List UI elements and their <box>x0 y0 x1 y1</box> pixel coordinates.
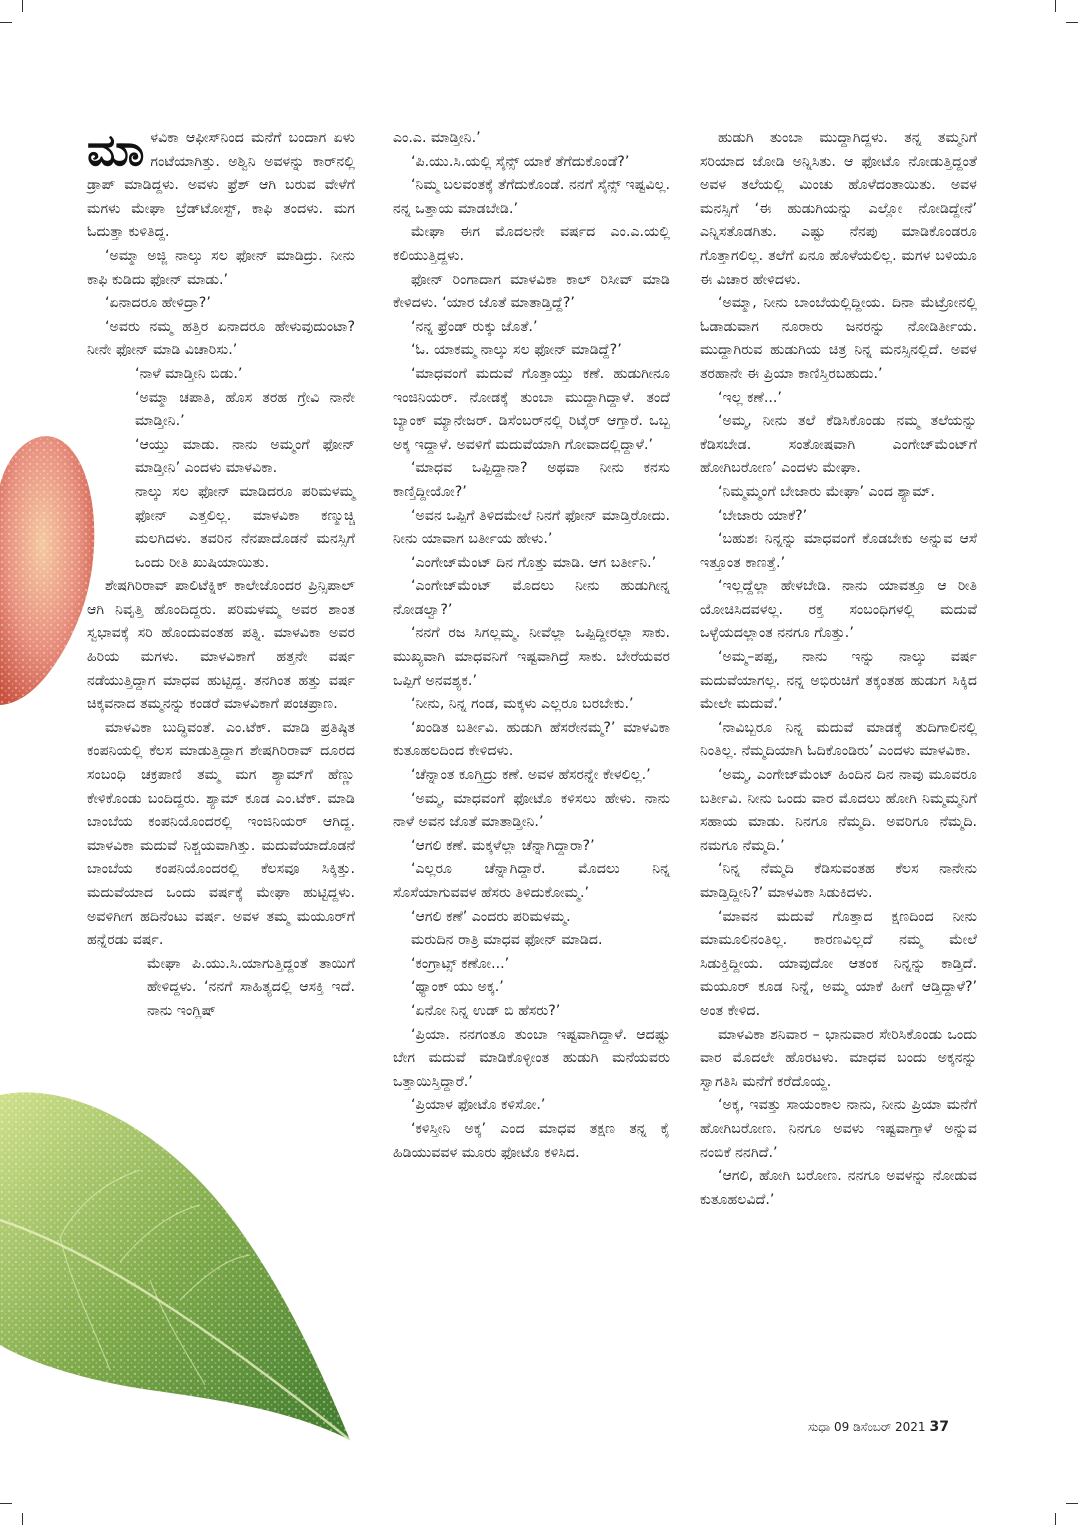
article-paragraph: ‘ಎಂಗೇಜ್‌ಮೆಂಟ್ ಮೊದಲು ನೀನು ಹುಡುಗೀನ್ನ ನೋಡಲ್ವಾ?’ <box>393 578 670 618</box>
article-paragraph: ‘ಅವರು ನಮ್ಮ ಹತ್ತಿರ ಏನಾದರೂ ಹೇಳುವುದುಂಟಾ? ನೀನೇ ಫೋನ್ ಮಾಡಿ ವಿಚಾರಿಸು.’ <box>87 318 355 359</box>
article-paragraph: ‘ಅಮ್ಮ, ಮಾಧವಂಗೆ ಫೋಟೊ ಕಳಿಸಲು ಹೇಳು. ನಾನು ನಾಳೆ ಅವನ ಜೊತೆ ಮಾತಾಡ್ತೀನಿ.’ <box>393 790 670 831</box>
article-paragraph: ‘ಇಲ್ಲದ್ದೆಲ್ಲಾ ಹೇಳಬೇಡಿ. ನಾನು ಯಾವತ್ತೂ ಆ ರೀತಿ ಯೋಚಿಸಿದವಳಲ್ಲ. ರಕ್ತ ಸಂಬಂಧಿಗಳಲ್ಲಿ ಮದುವೆ ಒಳ್ಳೆಯದಲ್ಲಾಂತ ನನಗೂ ಗೊತ್ತು.’ <box>700 578 977 642</box>
article-paragraph: ‘ನಿಮ್ಮ ಬಲವಂತಕ್ಕೆ ತೆಗೆದುಕೊಂಡೆ. ನನಗೆ ಸೈನ್ಸ್ ಇಷ್ಟವಿಲ್ಲ. ನನ್ನ ಒತ್ತಾಯ ಮಾಡಬೇಡಿ.’ <box>393 177 670 217</box>
article-paragraph: ‘ನನ್ನ ಫ್ರೆಂಡ್ ರುಕ್ಕು ಜೊತೆ.’ <box>411 318 538 335</box>
article-column-2 <box>393 127 670 1165</box>
article-paragraph: ‘ಅಮ್ಮ–ಪಪ್ಪ, ನಾನು ಇನ್ನು ನಾಲ್ಕು ವರ್ಷ ಮದುವೆಯಾಗಲ್ಲ. ನನ್ನ ಅಭಿರುಚಿಗೆ ತಕ್ಕಂತಹ ಹುಡುಗ ಸಿಕ್ಕಿದ ಮೇಲೇ ಮದುವೆ.’ <box>700 649 977 713</box>
page-number: 37 <box>929 1419 950 1435</box>
page-footer <box>808 1419 949 1435</box>
article-paragraph: ಎಂ.ಎ. ಮಾಡ್ತೀನಿ.’ <box>393 130 481 146</box>
article-paragraph: ಶೇಷಗಿರಿರಾವ್ ಪಾಲಿಟೆಕ್ನಿಕ್ ಕಾಲೇಜೊಂದರ ಪ್ರಿನ್ಸಿಪಾಲ್ ಆಗಿ ನಿವೃತ್ತಿ ಹೊಂದಿದ್ದರು. ಪರಿಮಳಮ್ಮ ಅವರ ಶಾಂತ ಸ್ವಭಾವಕ್ಕೆ ಸರಿ ಹೊಂದುವಂತಹ ಪತ್ನಿ. ಮಾಳವಿಕಾ ಅವರ ಹಿರಿಯ ಮಗಳು. ಮಾಳವಿಕಾಗೆ ಹತ್ತನೇ ವರ್ಷ ನಡೆಯುತ್ತಿದ್ದಾಗ ಮಾಧವ ಹುಟ್ಟಿದ್ದ. ತನಗಿಂತ ಹತ್ತು ವರ್ಷ ಚಿಕ್ಕವನಾದ ತಮ್ಮನನ್ನು ಕಂಡರೆ ಮಾಳವಿಕಾಗೆ ಪಂಚಪ್ರಾಣ. <box>87 578 355 713</box>
article-paragraph: ‘ಅಮ್ಮಾ ಅಜ್ಜಿ ನಾಲ್ಕು ಸಲ ಫೋನ್ ಮಾಡಿದ್ರು. ನೀನು ಕಾಫಿ ಕುಡಿದು ಫೋನ್ ಮಾಡು.’ <box>87 247 355 288</box>
article-paragraph: ‘ಆಗಲಿ ಕಣೆ. ಮಕ್ಕಳೆಲ್ಲಾ ಚೆನ್ನಾಗಿದ್ದಾರಾ?’ <box>411 837 595 854</box>
article-paragraph: ‘ಕಂಗ್ರಾಟ್ಸ್ ಕಣೋ...’ <box>411 955 510 972</box>
article-paragraph: ‘ಅಮ್ಮಾ, ನೀನು ಬಾಂಬೆಯಲ್ಲಿದ್ದೀಯ. ದಿನಾ ಮೆಟ್ರೋನಲ್ಲಿ ಓಡಾಡುವಾಗ ನೂರಾರು ಜನರನ್ನು ನೋಡಿರ್ತೀಯ. ಮುದ್ದಾಗಿರುವ ಹುಡುಗಿಯ ಚಿತ್ರ ನಿನ್ನ ಮನಸ್ಸಿನಲ್ಲಿದೆ. ಅವಳ ತರಹಾನೇ ಈ ಪ್ರಿಯಾ ಕಾಣಿಸ್ತಿರಬಹುದು.’ <box>700 295 977 382</box>
article-paragraph: ‘ಅಕ್ಕ, ಇವತ್ತು ಸಾಯಂಕಾಲ ನಾನು, ನೀನು ಪ್ರಿಯಾ ಮನೆಗೆ ಹೋಗಿಬರೋಣ. ನಿನಗೂ ಅವಳು ಇಷ್ಟವಾಗ್ತಾಳೆ ಅನ್ನುವ ನಂಬಿಕೆ ನನಗಿದೆ.’ <box>700 1097 977 1161</box>
article-paragraph: ‘ಏನೋ ನಿನ್ನ ಉಡ್ ಬಿ ಹೆಸರು?’ <box>411 1002 561 1019</box>
article-paragraph: ‘ಕಳಿಸ್ತೀನಿ ಅಕ್ಕ’ ಎಂದ ಮಾಧವ ತಕ್ಷಣ ತನ್ನ ಕೈ ಹಿಡಿಯುವವಳ ಮೂರು ಫೋಟೊ ಕಳಿಸಿದ. <box>393 1120 670 1161</box>
article-paragraph: ‘ಮಾಧವ ಒಪ್ಪಿದ್ದಾನಾ? ಅಥವಾ ನೀನು ಕನಸು ಕಾಣ್ತಿದ್ದೀಯೋ?’ <box>393 460 670 500</box>
article-paragraph: ನಾಲ್ಕು ಸಲ ಫೋನ್ ಮಾಡಿದರೂ ಪರಿಮಳಮ್ಮ ಫೋನ್ ಎತ್ತಲಿಲ್ಲ. ಮಾಳವಿಕಾ ಕಣ್ಮುಚ್ಚಿ ಮಲಗಿದಳು. ತವರಿನ ನೆನಪಾದೊಡನೆ ಮನಸ್ಸಿಗೆ ಒಂದು ರೀತಿ ಖುಷಿಯಾಯಿತು. <box>135 483 355 571</box>
crop-mark-right-upper <box>1066 22 1078 23</box>
crop-mark-bottom-right <box>1055 1513 1056 1525</box>
article-paragraph: ‘ಖಂಡಿತ ಬರ್ತೀವಿ. ಹುಡುಗಿ ಹೆಸರೇನಮ್ಮ?’ ಮಾಳವಿಕಾ ಕುತೂಹಲದಿಂದ ಕೇಳಿದಳು. <box>393 719 670 760</box>
article-paragraph: ‘ನನಗೆ ರಜ ಸಿಗಲ್ಲಮ್ಮ. ನೀವೆಲ್ಲಾ ಒಪ್ಪಿದ್ದೀರಲ್ಲಾ ಸಾಕು. ಮುಖ್ಯವಾಗಿ ಮಾಧವನಿಗೆ ಇಷ್ಟವಾಗಿದ್ರೆ ಸಾಕು. ಬೇರೆಯವರ ಒಪ್ಪಿಗೆ ಅನವಶ್ಯಕ.’ <box>393 625 670 689</box>
article-paragraph: ‘ಅವನ ಒಪ್ಪಿಗೆ ತಿಳಿದಮೇಲೆ ನಿನಗೆ ಫೋನ್ ಮಾಡ್ತಿರೋದು. ನೀನು ಯಾವಾಗ ಬರ್ತೀಯ ಹೇಳು.’ <box>393 507 670 548</box>
article-paragraph: ‘ನಿನ್ನ ನೆಮ್ಮದಿ ಕೆಡಿಸುವಂತಹ ಕೆಲಸ ನಾನೇನು ಮಾಡ್ತಿದ್ದೀನಿ?’ ಮಾಳವಿಕಾ ಸಿಡುಕಿದಳು. <box>700 861 977 901</box>
article-paragraph: ಮೇಘಾ ಪಿ.ಯು.ಸಿ.ಯಾಗುತ್ತಿದ್ದಂತೆ ತಾಯಿಗೆ ಹೇಳಿದ್ದಳು. ‘ನನಗೆ ಸಾಹಿತ್ಯದಲ್ಲಿ ಆಸಕ್ತಿ ಇದೆ. ನಾನು ಇಂಗ್ಲಿಷ್ <box>147 955 355 1019</box>
article-paragraph: ‘ಮಾಧವಂಗೆ ಮದುವೆ ಗೊತ್ತಾಯ್ತು ಕಣೆ. ಹುಡುಗೀನೂ ಇಂಜಿನಿಯರ್. ನೋಡಕ್ಕೆ ತುಂಬಾ ಮುದ್ದಾಗಿದ್ದಾಳೆ. ತಂದೆ ಬ್ಯಾಂಕ್ ಮ್ಯಾನೇಜರ್. ಡಿಸೆಂಬರ್‌ನಲ್ಲಿ ರಿಟೈರ್ ಆಗ್ತಾರೆ. ಒಬ್ಬ ಅಕ್ಕ ಇದ್ದಾಳೆ. ಅವಳಿಗೆ ಮದುವೆಯಾಗಿ ಗೋವಾದಲ್ಲಿದ್ದಾಳೆ.’ <box>393 365 670 453</box>
crop-mark-top-right <box>1055 0 1056 12</box>
article-paragraph: ‘ಎಂಗೇಜ್‌ಮೆಂಟ್ ದಿನ ಗೊತ್ತು ಮಾಡಿ. ಆಗ ಬರ್ತೀನಿ.’ <box>411 554 657 571</box>
article-paragraph: ‘ಅಮ್ಮಾ ಚಪಾತಿ, ಹೊಸ ತರಹ ಗ್ರೇವಿ ನಾನೇ ಮಾಡ್ತೀನಿ.’ <box>135 389 355 430</box>
article-paragraph: ಹುಡುಗಿ ತುಂಬಾ ಮುದ್ದಾಗಿದ್ದಳು. ತನ್ನ ತಮ್ಮನಿಗೆ ಸರಿಯಾದ ಜೋಡಿ ಅನ್ನಿಸಿತು. ಆ ಫೋಟೊ ನೋಡುತ್ತಿದ್ದಂತೆ ಅವಳ ತಲೆಯಲ್ಲಿ ಮಿಂಚು ಹೊಳೆದಂತಾಯಿತು. ಅವಳ ಮನಸ್ಸಿಗೆ ‘ಈ ಹುಡುಗಿಯನ್ನು ಎಲ್ಲೋ ನೋಡಿದ್ದೇನೆ’ ಎನ್ನಿಸತೊಡಗಿತು. ಎಷ್ಟು ನೆನಪು ಮಾಡಿಕೊಂಡರೂ ಗೊತ್ತಾಗಲಿಲ್ಲ. ತಲೆಗೆ ಏನೂ ಹೊಳೆಯಲಿಲ್ಲ. ಮಗಳ ಬಳಿಯೂ ಈ ವಿಚಾರ ಹೇಳಿದಳು. <box>700 130 977 288</box>
crop-mark-right-lower <box>1066 1503 1078 1504</box>
article-paragraph: ‘ನಿಮ್ಮಮ್ಮಂಗೆ ಬೇಜಾರು ಮೇಘಾ’ ಎಂದ ಶ್ಯಾಮ್. <box>718 483 935 500</box>
article-paragraph: ಮಾಳವಿಕಾ ಬುದ್ಧಿವಂತೆ. ಎಂ.ಟೆಕ್. ಮಾಡಿ ಪ್ರತಿಷ್ಠಿತ ಕಂಪನಿಯಲ್ಲಿ ಕೆಲಸ ಮಾಡುತ್ತಿದ್ದಾಗ ಶೇಷಗಿರಿರಾವ್ ದೂರದ ಸಂಬಂಧಿ ಚಕ್ರಪಾಣಿ ತಮ್ಮ ಮಗ ಶ್ಯಾಮ್‌ಗೆ ಹೆಣ್ಣು ಕೇಳಿಕೊಂಡು ಬಂದಿದ್ದರು. ಶ್ಯಾಮ್ ಕೂಡ ಎಂ.ಟೆಕ್. ಮಾಡಿ ಬಾಂಬೆಯ ಕಂಪನಿಯೊಂದರಲ್ಲಿ ಇಂಜಿನಿಯರ್ ಆಗಿದ್ದ. ಮಾಳವಿಕಾ ಮದುವೆ ನಿಶ್ಚಯವಾಗಿತ್ತು. ಮದುವೆಯಾದೊಡನೆ ಬಾಂಬೆಯ ಕಂಪನಿಯೊಂದರಲ್ಲಿ ಕೆಲಸವೂ ಸಿಕ್ಕಿತ್ತು. ಮದುವೆಯಾದ ಒಂದು ವರ್ಷಕ್ಕೆ ಮೇಘಾ ಹುಟ್ಟಿದ್ದಳು. ಅವಳಿಗೀಗ ಹದಿನೆಂಟು ವರ್ಷ. ಅವಳ ತಮ್ಮ ಮಯೂರ್‌ಗೆ ಹನ್ನೆರಡು ವರ್ಷ. <box>87 719 355 949</box>
article-paragraph: ‘ಥ್ಯಾಂಕ್ ಯು ಅಕ್ಕ.’ <box>411 979 504 996</box>
article-paragraph: ‘ಆಗಲಿ ಕಣೆ’ ಎಂದರು ಪರಿಮಳಮ್ಮ. <box>411 908 571 925</box>
article-paragraph: ‘ಆಯ್ತು ಮಾಡು. ನಾನು ಅಮ್ಮಂಗೆ ಫೋನ್ ಮಾಡ್ತೀನಿ’ ಎಂದಳು ಮಾಳವಿಕಾ. <box>135 436 355 477</box>
article-paragraph: ‘ಎಲ್ಲರೂ ಚೆನ್ನಾಗಿದ್ದಾರೆ. ಮೊದಲು ನಿನ್ನ ಸೊಸೆಯಾಗುವವಳ ಹೆಸರು ತಿಳಿದುಕೋಮ್ಮ.’ <box>393 861 670 901</box>
article-paragraph: ಮೇಘಾ ಈಗ ಮೊದಲನೇ ವರ್ಷದ ಎಂ.ಎ.ಯಲ್ಲಿ ಕಲಿಯುತ್ತಿದ್ದಳು. <box>393 224 670 264</box>
article-column-1 <box>87 127 355 1024</box>
article-paragraph: ‘ಬಹುಶಃ ನಿನ್ನನ್ನು ಮಾಧವಂಗೆ ಕೊಡಬೇಕು ಅನ್ನುವ ಆಸೆ ಇತ್ತೂಂತ ಕಾಣತ್ತೆ.’ <box>700 531 977 571</box>
article-paragraph: ‘ನಾಳೆ ಮಾಡ್ತೀನಿ ಬಿಡು.’ <box>135 365 243 382</box>
article-paragraph: ‘ಬೇಜಾರು ಯಾಕೆ?’ <box>718 507 808 524</box>
article-column-3 <box>700 127 977 1212</box>
article-paragraph: ‘ಆಗಲಿ, ಹೋಗಿ ಬರೋಣ. ನನಗೂ ಅವಳನ್ನು ನೋಡುವ ಕುತೂಹಲವಿದೆ.’ <box>700 1168 977 1208</box>
article-paragraph: ಮರುದಿನ ರಾತ್ರಿ ಮಾಧವ ಫೋನ್ ಮಾಡಿದ. <box>411 932 603 949</box>
drop-cap: ಮಾ <box>87 125 145 176</box>
article-paragraph: ‘ನಾವಿಬ್ಬರೂ ನಿನ್ನ ಮದುವೆ ಮಾಡಕ್ಕೆ ತುದಿಗಾಲಿನಲ್ಲಿ ನಿಂತಿಲ್ಲ. ನೆಮ್ಮದಿಯಾಗಿ ಓದಿಕೊಂಡಿರು’ ಎಂದಳು ಮಾಳವಿಕಾ. <box>700 719 977 760</box>
article-paragraph: ಮಾಳವಿಕಾ ಆಫೀಸ್‌ನಿಂದ ಮನೆಗೆ ಬಂದಾಗ ಏಳು ಗಂಟೆಯಾಗಿತ್ತು. ಅಶ್ವಿನಿ ಅವಳನ್ನು ಕಾರ್‌ನಲ್ಲಿ ಡ್ರಾಪ್ ಮಾಡಿದ್ದಳು. ಅವಳು ಫ್ರೆಶ್ ಆಗಿ ಬರುವ ವೇಳೆಗೆ ಮಗಳು ಮೇಘಾ ಬ್ರೆಡ್‌ಟೋಸ್ಟ್, ಕಾಫಿ ತಂದಳು. ಮಗ ಓದುತ್ತಾ ಕುಳಿತಿದ್ದ. <box>87 125 355 241</box>
article-paragraph: ‘ಅಮ್ಮ, ಎಂಗೇಜ್‌ಮೆಂಟ್ ಹಿಂದಿನ ದಿನ ನಾವು ಮೂವರೂ ಬರ್ತೀವಿ. ನೀನು ಒಂದು ವಾರ ಮೊದಲು ಹೋಗಿ ನಿಮ್ಮಮ್ಮನಿಗೆ ಸಹಾಯ ಮಾಡು. ನಿನಗೂ ನೆಮ್ಮದಿ. ಅವರಿಗೂ ನೆಮ್ಮದಿ. ನಮಗೂ ನೆಮ್ಮದಿ.’ <box>700 767 977 854</box>
article-paragraph: ‘ಅಮ್ಮ, ನೀನು ತಲೆ ಕೆಡಿಸಿಕೊಂಡು ನಮ್ಮ ತಲೆಯನ್ನು ಕೆಡಿಸಬೇಡ. ಸಂತೋಷವಾಗಿ ಎಂಗೇಜ್‌ಮೆಂಟ್‌ಗೆ ಹೋಗಿಬರೋಣ’ ಎಂದಳು ಮೇಘಾ. <box>700 413 977 477</box>
article-paragraph: ‘ಪ್ರಿಯಾ. ನನಗಂತೂ ತುಂಬಾ ಇಷ್ಟವಾಗಿದ್ದಾಳೆ. ಆದಷ್ಟು ಬೇಗ ಮದುವೆ ಮಾಡಿಕೊಳ್ಳೀಂತ ಹುಡುಗಿ ಮನೆಯವರು ಒತ್ತಾಯಿಸ್ತಿದ್ದಾರೆ.’ <box>393 1026 670 1090</box>
article-paragraph: ‘ಮಾವನ ಮದುವೆ ಗೊತ್ತಾದ ಕ್ಷಣದಿಂದ ನೀನು ಮಾಮೂಲಿನಂತಿಲ್ಲ. ಕಾರಣವಿಲ್ಲದೆ ನಮ್ಮ ಮೇಲೆ ಸಿಡುಕ್ತಿದ್ದೀಯ. ಯಾವುದೋ ಆತಂಕ ನಿನ್ನನ್ನು ಕಾಡ್ತಿದೆ. ಮಯೂರ್ ಕೂಡ ನಿನ್ನೆ, ಅಮ್ಮ ಯಾಕೆ ಹೀಗೆ ಆಡ್ತಿದ್ದಾಳೆ?’ ಅಂತ ಕೇಳಿದ. <box>700 908 977 1019</box>
article-paragraph: ‘ಪ್ರಿಯಾಳ ಫೋಟೊ ಕಳಿಸೋ.’ <box>411 1097 546 1114</box>
footer-publication-date: ಸುಧಾ 09 ಡಿಸೆಂಬರ್ 2021 <box>808 1420 926 1434</box>
leaf-icon <box>0 1092 350 1440</box>
article-paragraph: ‘ಇಲ್ಲ ಕಣೆ...’ <box>718 389 782 406</box>
article-paragraph: ಫೋನ್ ರಿಂಗಾದಾಗ ಮಾಳವಿಕಾ ಕಾಲ್ ರಿಸೀವ್ ಮಾಡಿ ಕೇಳಿದಳು. ‘ಯಾರ ಜೊತೆ ಮಾತಾಡ್ತಿದ್ದೆ?’ <box>393 271 670 312</box>
article-paragraph: ‘ಏನಾದರೂ ಹೇಳಿದ್ರಾ?’ <box>105 295 211 312</box>
article-paragraph: ‘ಓ. ಯಾಕಮ್ಮ ನಾಲ್ಕು ಸಲ ಫೋನ್ ಮಾಡಿದ್ದೆ?’ <box>411 342 622 359</box>
petal-icon <box>0 436 94 705</box>
article-paragraph: ಮಾಳವಿಕಾ ಶನಿವಾರ – ಭಾನುವಾರ ಸೇರಿಸಿಕೊಂಡು ಒಂದು ವಾರ ಮೊದಲೇ ಹೊರಟಳು. ಮಾಧವ ಬಂದು ಅಕ್ಕನನ್ನು ಸ್ವಾಗತಿಸಿ ಮನೆಗೆ ಕರೆದೊಯ್ದ. <box>700 1026 977 1090</box>
article-paragraph: ‘ಚೆನ್ನಾಂತ ಕೂಗ್ತಿದ್ರು ಕಣೆ. ಅವಳ ಹೆಸರನ್ನೇ ಕೇಳಲಿಲ್ಲ.’ <box>411 767 651 784</box>
article-paragraph: ‘ಪಿ.ಯು.ಸಿ.ಯಲ್ಲಿ ಸೈನ್ಸ್ ಯಾಕೆ ತೆಗೆದುಕೊಂಡೆ?’ <box>411 153 630 170</box>
article-paragraph: ‘ನೀನು, ನಿನ್ನ ಗಂಡ, ಮಕ್ಕಳು ಎಲ್ಲರೂ ಬರಬೇಕು.’ <box>411 696 634 713</box>
